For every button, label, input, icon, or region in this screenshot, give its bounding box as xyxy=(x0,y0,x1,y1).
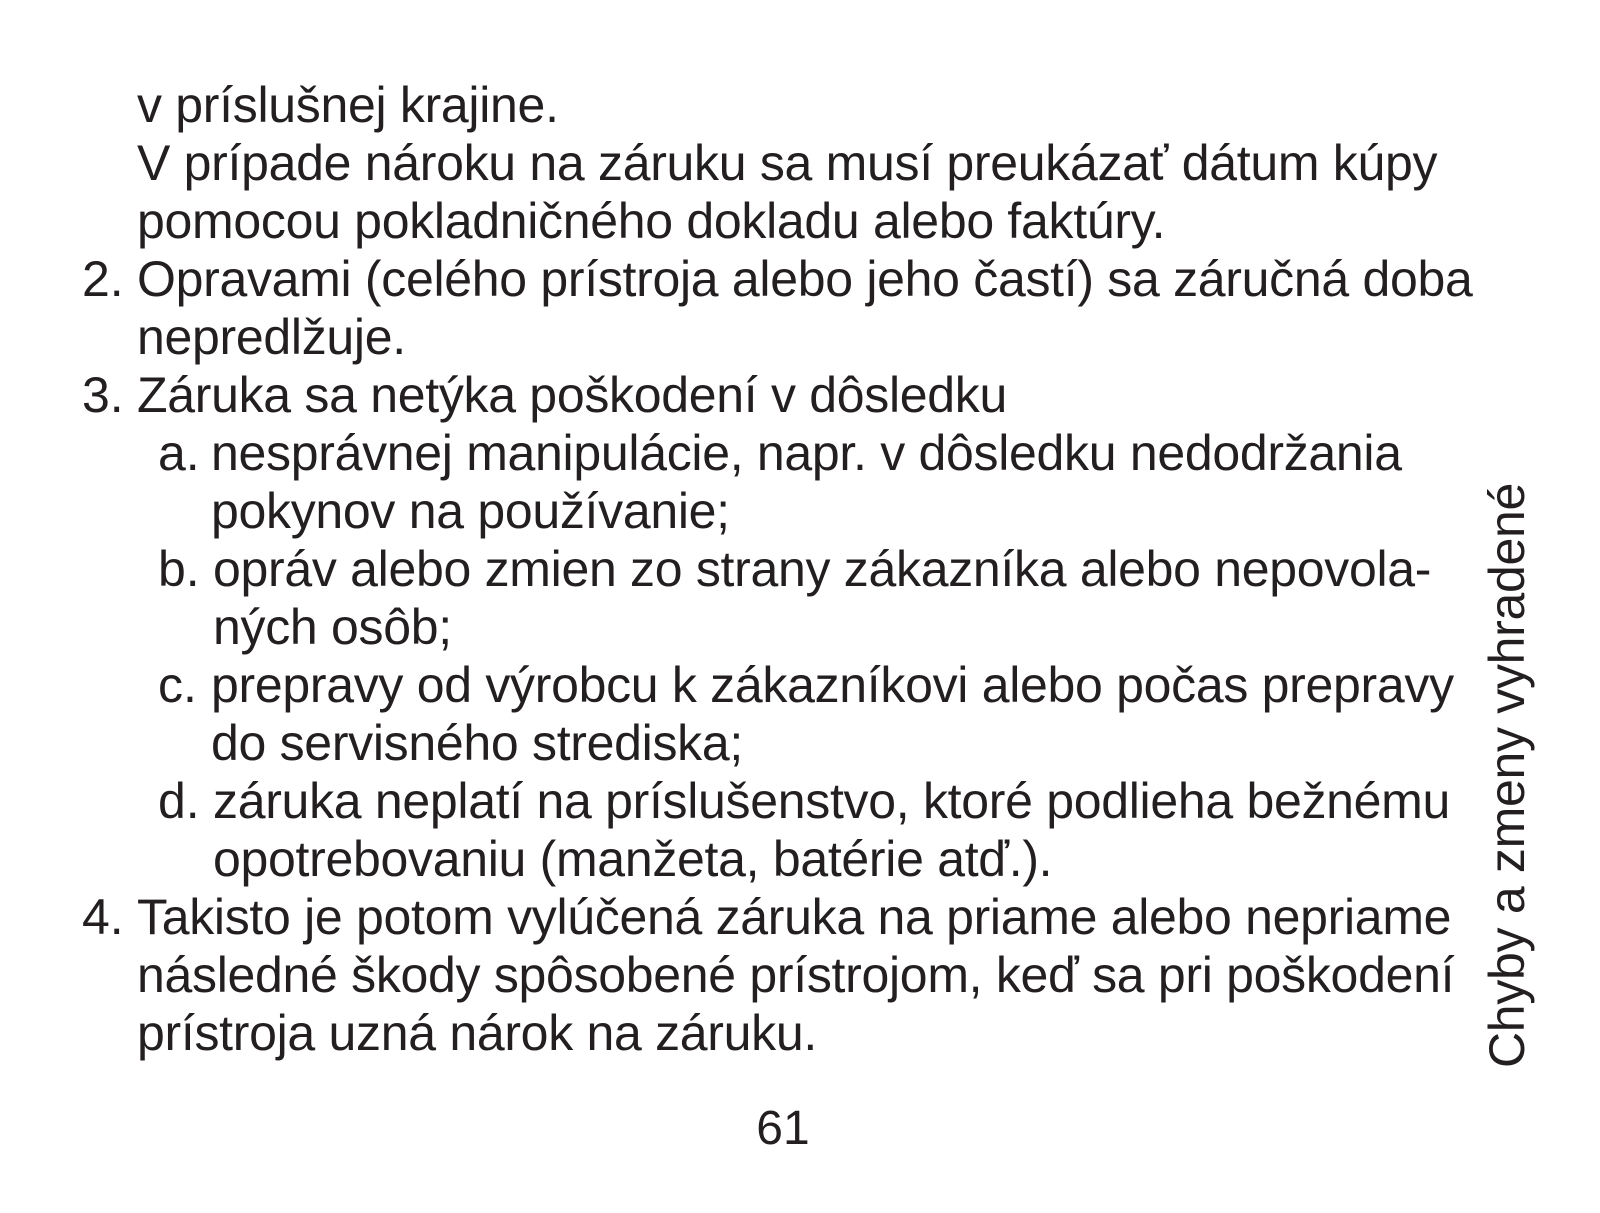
page-number-wrapper xyxy=(0,1100,1600,1158)
item-number: 3. xyxy=(82,367,124,423)
subitem-line: záruka neplatí na príslušenstvo, ktoré podlieha bežnému xyxy=(213,773,1451,829)
item-line: Takisto je potom vylúčená záruka na priame alebo nepriame xyxy=(137,889,1452,945)
side-section-heading: Chyby a zmeny vyhradené xyxy=(1479,482,1535,1068)
subitem-line: nesprávnej manipulácie, napr. v dôsledku nedodržania xyxy=(211,425,1402,481)
intro-line: V prípade nároku na záruku sa musí preukázať dátum kúpy xyxy=(137,135,1438,191)
item-line: následné škody spôsobené prístrojom, keď sa pri poškodení xyxy=(137,947,1455,1003)
subitem-line: prepravy od výrobcu k zákazníkovi alebo počas prepravy xyxy=(211,657,1454,713)
intro-line: v príslušnej krajine. xyxy=(137,77,559,133)
subitem-letter: a. xyxy=(158,425,200,481)
item-line: prístroja uzná nárok na záruku. xyxy=(137,1005,817,1061)
item-line: Záruka sa netýka poškodení v dôsledku xyxy=(137,367,1007,423)
item-number: 4. xyxy=(82,889,124,945)
item-number: 2. xyxy=(82,251,124,307)
subitem-line: ných osôb; xyxy=(213,599,452,655)
intro-line: pomocou pokladničného dokladu alebo faktúry. xyxy=(137,193,1166,249)
subitem-letter: d. xyxy=(158,773,200,829)
subitem-line: opotrebovaniu (manžeta, batérie atď.). xyxy=(213,831,1053,887)
subitem-letter: b. xyxy=(158,541,200,597)
subitem-line: opráv alebo zmien zo strany zákazníka alebo nepovola- xyxy=(213,541,1432,597)
item-line: nepredlžuje. xyxy=(137,309,406,365)
page-number: 61 xyxy=(756,1102,810,1155)
subitem-line: pokynov na používanie; xyxy=(211,483,730,539)
subitem-letter: c. xyxy=(158,657,197,713)
item-line: Opravami (celého prístroja alebo jeho častí) sa záručná doba xyxy=(137,251,1473,307)
subitem-line: do servisného strediska; xyxy=(211,715,743,771)
